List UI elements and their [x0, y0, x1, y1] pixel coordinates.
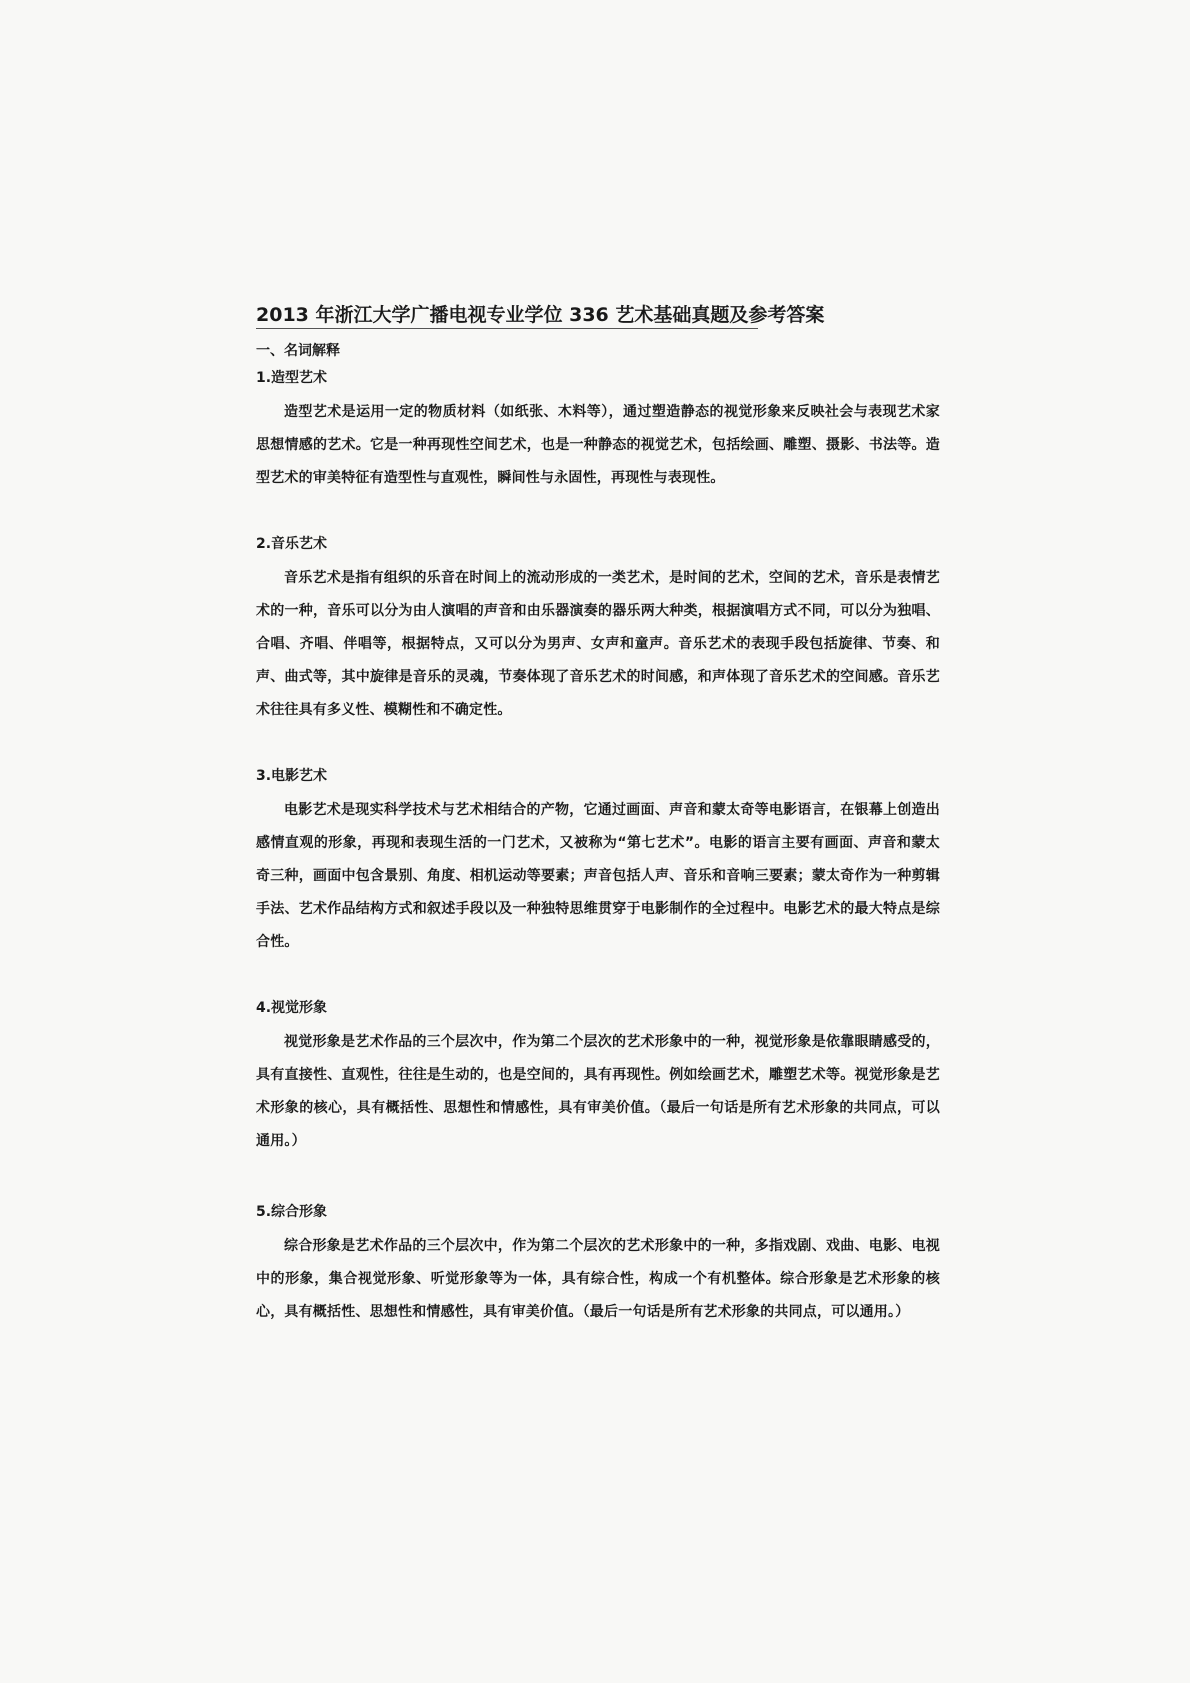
term-definition: 电影艺术是现实科学技术与艺术相结合的产物，它通过画面、声音和蒙太奇等电影语言，在银幕上创造出感情直观的形象，再现和表现生活的一门艺术，又被称为“第七艺术”。电影的语言主要有画面、声音和蒙太奇三种，画面中包含景别、角度、相机运动等要素；声音包括人声、音乐和音响三要素；蒙太奇作为一种剪辑手法、艺术作品结构方式和叙述手段以及一种独特思维贯穿于电影制作的全过程中。电影艺术的最大特点是综合性。: [256, 802, 940, 950]
term-definition: 综合形象是艺术作品的三个层次中，作为第二个层次的艺术形象中的一种，多指戏剧、戏曲、电影、电视中的形象，集合视觉形象、听觉形象等为一体，具有综合性，构成一个有机整体。综合形象是艺术形象的核心，具有概括性、思想性和情感性，具有审美价值。（最后一句话是所有艺术形象的共同点，可以通用。）: [256, 1238, 940, 1320]
term-block-2: [256, 532, 940, 727]
term-block-5: [256, 1200, 940, 1329]
term-heading: 1.造型艺术: [256, 370, 328, 386]
title-underline: [256, 328, 758, 329]
term-heading: 2.音乐艺术: [256, 536, 328, 552]
document-title: [256, 300, 956, 327]
term-block-3: [256, 764, 940, 959]
term-definition: 视觉形象是艺术作品的三个层次中，作为第二个层次的艺术形象中的一种，视觉形象是依靠眼睛感受的，具有直接性、直观性，往往是生动的，也是空间的，具有再现性。例如绘画艺术，雕塑艺术等。视觉形象是艺术形象的核心，具有概括性、思想性和情感性，具有审美价值。（最后一句话是所有艺术形象的共同点，可以通用。）: [256, 1034, 940, 1149]
term-heading: 3.电影艺术: [256, 768, 328, 784]
term-heading: 4.视觉形象: [256, 1000, 328, 1016]
term-heading: 5.综合形象: [256, 1204, 328, 1220]
section-heading: 一、名词解释: [256, 343, 340, 359]
term-block-4: [256, 996, 940, 1158]
term-definition: 音乐艺术是指有组织的乐音在时间上的流动形成的一类艺术，是时间的艺术，空间的艺术，音乐是表情艺术的一种，音乐可以分为由人演唱的声音和由乐器演奏的器乐两大种类，根据演唱方式不同，可以分为独唱、合唱、齐唱、伴唱等，根据特点，又可以分为男声、女声和童声。音乐艺术的表现手段包括旋律、节奏、和声、曲式等，其中旋律是音乐的灵魂，节奏体现了音乐艺术的时间感，和声体现了音乐艺术的空间感。音乐艺术往往具有多义性、模糊性和不确定性。: [256, 570, 940, 718]
document-title-text: 2013 年浙江大学广播电视专业学位 336 艺术基础真题及参考答案: [256, 304, 825, 326]
term-block-1: [256, 366, 940, 495]
term-definition: 造型艺术是运用一定的物质材料（如纸张、木料等），通过塑造静态的视觉形象来反映社会与表现艺术家思想情感的艺术。它是一种再现性空间艺术，也是一种静态的视觉艺术，包括绘画、雕塑、摄影、书法等。造型艺术的审美特征有造型性与直观性，瞬间性与永固性，再现性与表现性。: [256, 404, 940, 486]
